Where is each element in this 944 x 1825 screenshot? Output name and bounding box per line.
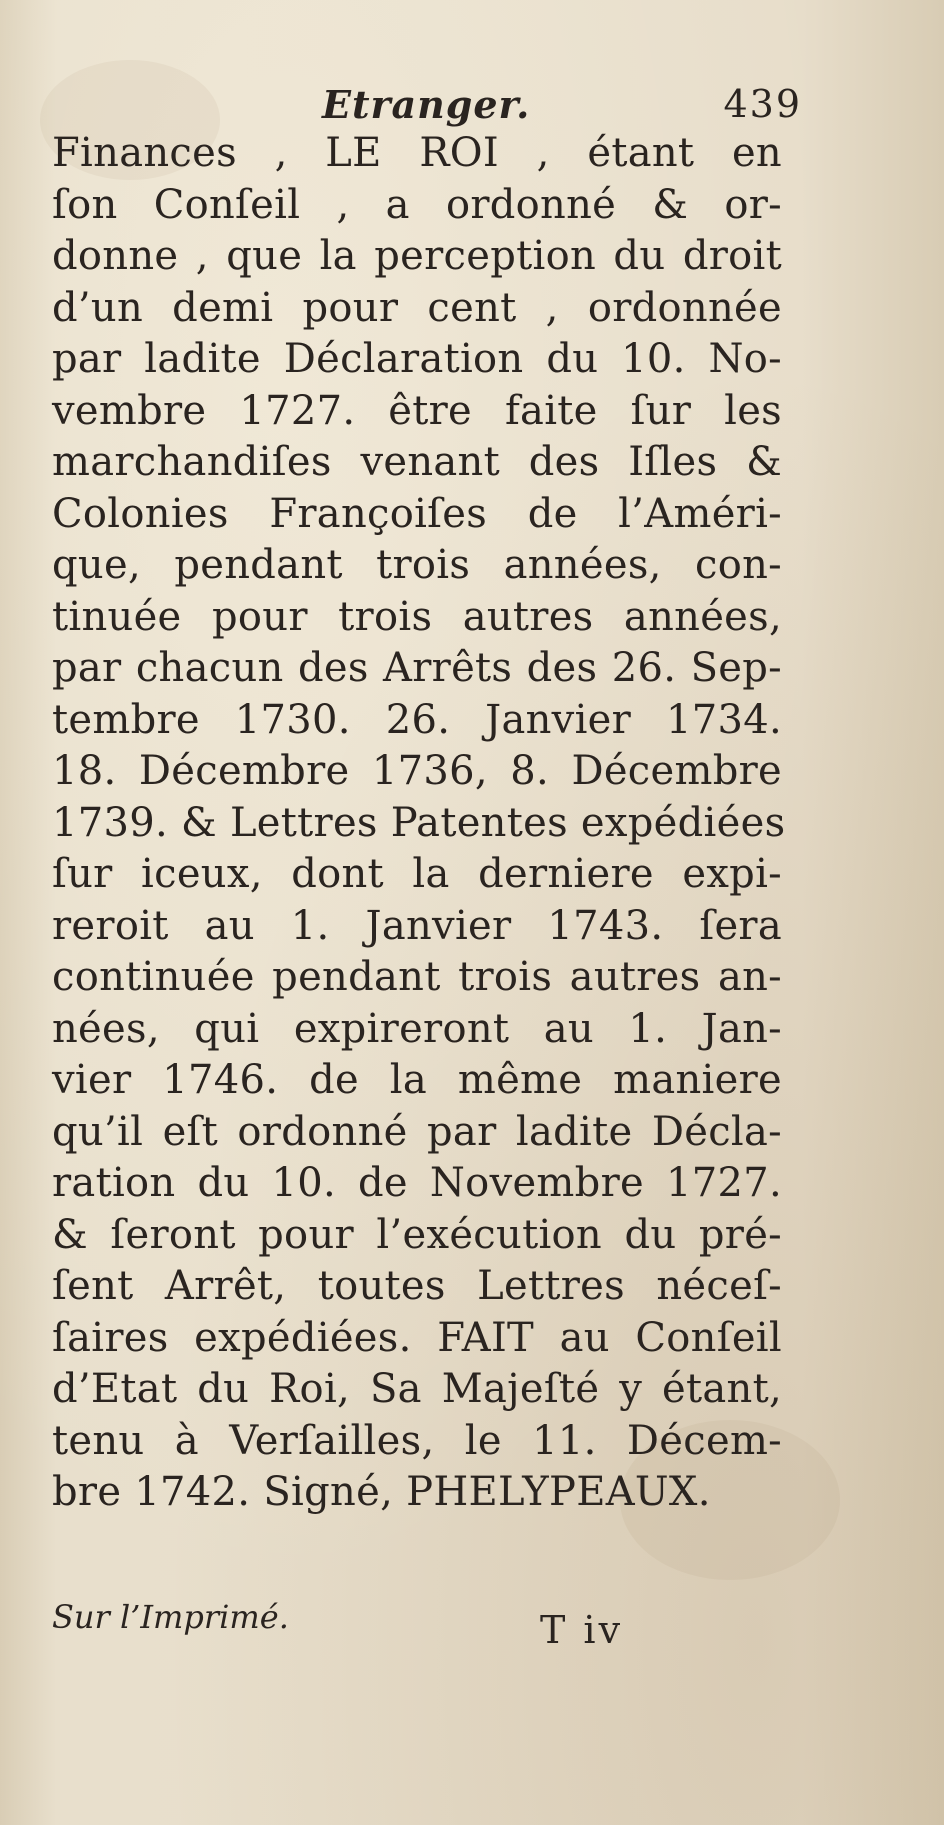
text-line: nées, qui expireront au 1. Jan- xyxy=(52,1005,782,1052)
text-line: marchandiſes venant des Iſles & xyxy=(52,439,782,485)
text-line: reroit au 1. Janvier 1743. ſera xyxy=(52,902,782,949)
text-line: continuée pendant trois autres an- xyxy=(52,954,782,1000)
text-line: donne , que la perception du droit xyxy=(52,233,782,279)
text-line: bre 1742. Signé, PHELYPEAUX. xyxy=(52,1469,711,1515)
text-line: ſaires expédiées. FAIT au Conſeil xyxy=(52,1314,782,1361)
text-line: d’Etat du Roi, Sa Majeſté y étant, xyxy=(52,1366,782,1412)
text-line: 1739. & Lettres Patentes expédiées xyxy=(52,799,786,846)
text-line: par chacun des Arrêts des 26. Sep- xyxy=(52,645,782,691)
text-line: par ladite Déclaration du 10. No- xyxy=(52,336,782,382)
body-text xyxy=(52,128,786,1519)
closing-note: Sur l’Imprimé. xyxy=(52,1598,289,1636)
text-line: ſent Arrêt, toutes Lettres néceſ- xyxy=(52,1263,782,1309)
text-line: ſur iceux, dont la derniere expi- xyxy=(52,851,782,897)
text-line: tenu à Verſailles, le 11. Décem- xyxy=(52,1417,782,1464)
text-line: ration du 10. de Novembre 1727. xyxy=(52,1160,782,1206)
page-header xyxy=(52,82,802,132)
text-line: qu’il eſt ordonné par ladite Décla- xyxy=(52,1108,782,1155)
text-line: d’un demi pour cent , ordonnée xyxy=(52,284,782,331)
page-number: 439 xyxy=(723,82,802,126)
text-line: tembre 1730. 26. Janvier 1734. xyxy=(52,696,782,743)
text-line: vembre 1727. être faite ſur les xyxy=(52,387,782,434)
signature-mark: T iv xyxy=(540,1608,624,1652)
text-line: Colonies Françoiſes de l’Améri- xyxy=(52,490,782,537)
text-line: tinuée pour trois autres années, xyxy=(52,593,782,640)
text-line: ſon Conſeil , a ordonné & or- xyxy=(52,181,782,228)
text-line: Finances , LE ROI , étant en xyxy=(52,130,782,176)
running-head: Etranger. xyxy=(322,82,531,127)
text-line: & ſeront pour l’exécution du pré- xyxy=(52,1211,782,1258)
text-line: 18. Décembre 1736, 8. Décembre xyxy=(52,748,782,794)
text-line: vier 1746. de la même maniere xyxy=(52,1057,782,1103)
text-line: que, pendant trois années, con- xyxy=(52,542,782,588)
